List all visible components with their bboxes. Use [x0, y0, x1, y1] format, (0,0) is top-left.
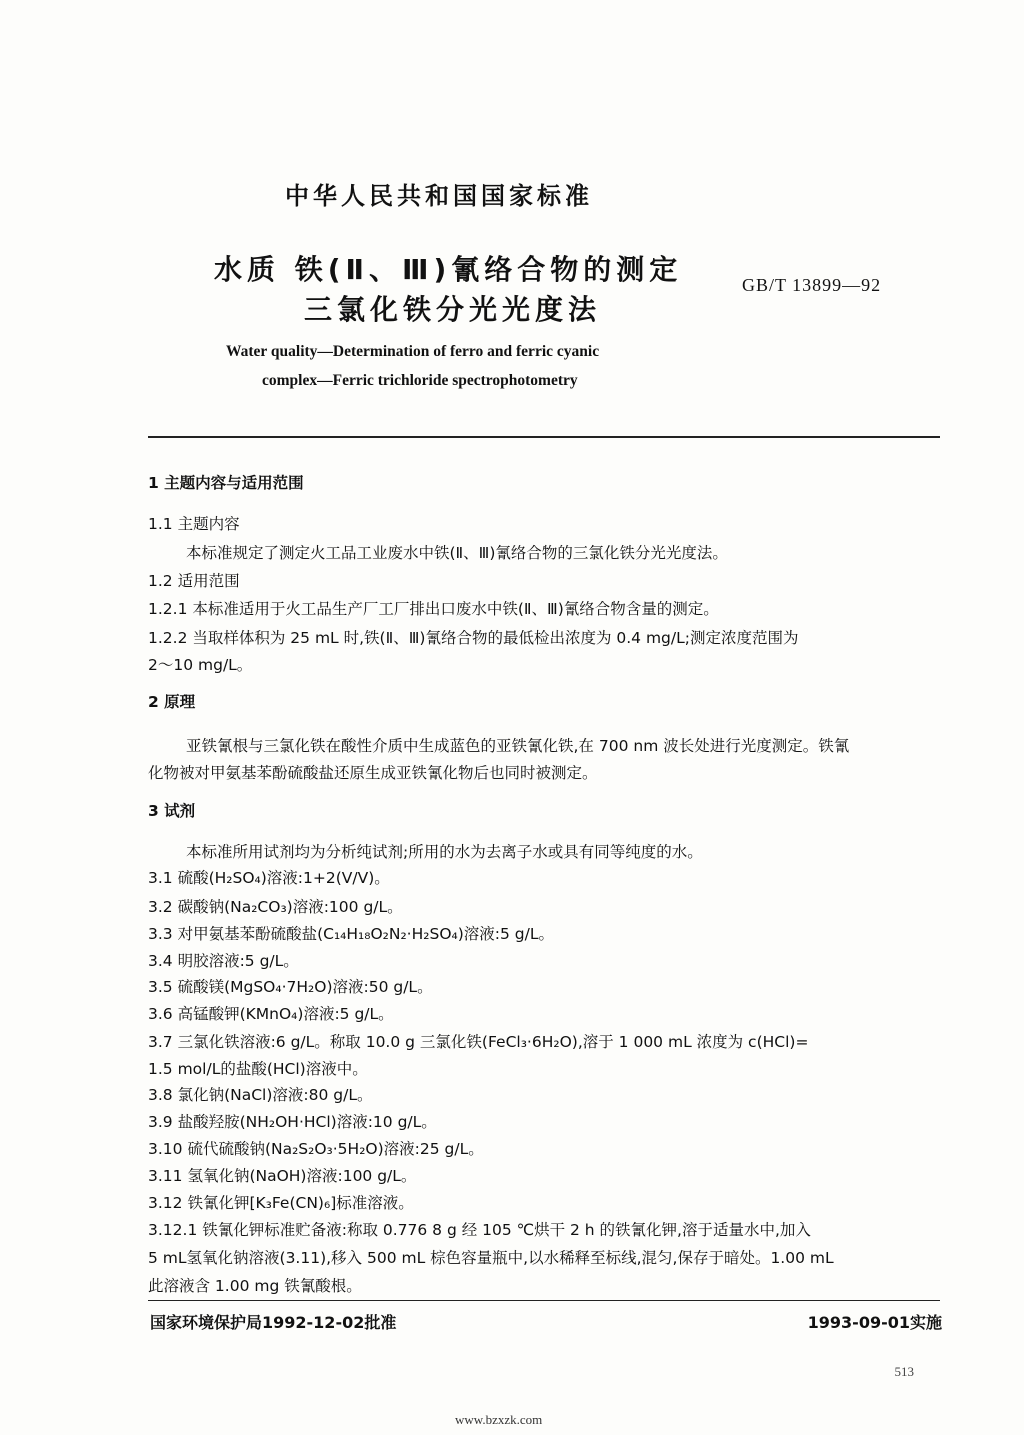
implementation-date: 1993-09-01实施 — [807, 1313, 942, 1332]
website-watermark: www.bzxzk.com — [455, 1412, 543, 1427]
footer-divider — [148, 1300, 940, 1301]
clause-line: 3.7 三氯化铁溶液:6 g/L。称取 10.0 g 三氯化铁(FeCl₃·6H₂O),溶于 1 000 mL 浓度为 c(HCl)= — [148, 1033, 809, 1051]
subsection-heading: 1.1 主题内容 — [148, 515, 240, 533]
section-heading: 1 主题内容与适用范围 — [148, 474, 304, 492]
clause-line: 3.8 氯化钠(NaCl)溶液:80 g/L。 — [148, 1086, 373, 1104]
paragraph-line: 5 mL氢氧化钠溶液(3.11),移入 500 mL 棕色容量瓶中,以水稀释至标线,混匀,保存于暗处。1.00 mL — [148, 1249, 834, 1267]
clause-line: 1.2.2 当取样体积为 25 mL 时,铁(Ⅱ、Ⅲ)氰络合物的最低检出浓度为 0.4 mg/L;测定浓度范围为 — [148, 629, 799, 647]
paragraph-line: 本标准规定了测定火工品工业废水中铁(Ⅱ、Ⅲ)氰络合物的三氯化铁分光光度法。 — [186, 544, 728, 562]
english-title-line2: complex—Ferric trichloride spectrophotometry — [262, 372, 578, 389]
clause-line: 3.11 氢氧化钠(NaOH)溶液:100 g/L。 — [148, 1167, 417, 1185]
document-title-line1: 水质 铁(Ⅱ、Ⅲ)氰络合物的测定 — [214, 253, 683, 286]
paragraph-line: 亚铁氰根与三氯化铁在酸性介质中生成蓝色的亚铁氰化铁,在 700 nm 波长处进行光度测定。铁氰 — [186, 737, 850, 755]
standard-number: GB/T 13899—92 — [742, 275, 882, 295]
clause-line: 3.5 硫酸镁(MgSO₄·7H₂O)溶液:50 g/L。 — [148, 978, 433, 996]
section-heading: 2 原理 — [148, 693, 196, 711]
paragraph-line: 2～10 mg/L。 — [148, 656, 253, 674]
clause-line: 3.2 碳酸钠(Na₂CO₃)溶液:100 g/L。 — [148, 898, 403, 916]
paragraph-line: 1.5 mol/L的盐酸(HCl)溶液中。 — [148, 1060, 368, 1078]
header-divider — [148, 436, 940, 438]
clause-line: 1.2.1 本标准适用于火工品生产厂工厂排出口废水中铁(Ⅱ、Ⅲ)氰络合物含量的测定。 — [148, 600, 719, 618]
clause-line: 3.12.1 铁氰化钾标准贮备液:称取 0.776 8 g 经 105 ℃烘干 2 h 的铁氰化钾,溶于适量水中,加入 — [148, 1221, 811, 1239]
document-title-line2: 三氯化铁分光光度法 — [304, 293, 602, 326]
page-number: 513 — [894, 1364, 914, 1379]
clause-line: 3.9 盐酸羟胺(NH₂OH·HCl)溶液:10 g/L。 — [148, 1113, 437, 1131]
english-title-line1: Water quality—Determination of ferro and ferric cyanic — [226, 343, 600, 360]
approval-note: 国家环境保护局1992-12-02批准 — [150, 1313, 397, 1332]
paragraph-line: 化物被对甲氨基苯酚硫酸盐还原生成亚铁氰化物后也同时被测定。 — [148, 764, 598, 782]
clause-line: 3.10 硫代硫酸钠(Na₂S₂O₃·5H₂O)溶液:25 g/L。 — [148, 1140, 484, 1158]
clause-line: 3.3 对甲氨基苯酚硫酸盐(C₁₄H₁₈O₂N₂·H₂SO₄)溶液:5 g/L。 — [148, 925, 554, 943]
clause-line: 3.4 明胶溶液:5 g/L。 — [148, 952, 299, 970]
paragraph-line: 此溶液含 1.00 mg 铁氰酸根。 — [148, 1277, 362, 1295]
subsection-heading: 1.2 适用范围 — [148, 572, 240, 590]
clause-line: 3.12 铁氰化钾[K₃Fe(CN)₆]标准溶液。 — [148, 1194, 414, 1212]
clause-line: 3.1 硫酸(H₂SO₄)溶液:1+2(V/V)。 — [148, 869, 390, 887]
paragraph-line: 本标准所用试剂均为分析纯试剂;所用的水为去离子水或具有同等纯度的水。 — [186, 843, 703, 861]
national-standard-heading: 中华人民共和国国家标准 — [285, 182, 593, 210]
section-heading: 3 试剂 — [148, 802, 196, 820]
clause-line: 3.6 高锰酸钾(KMnO₄)溶液:5 g/L。 — [148, 1005, 394, 1023]
